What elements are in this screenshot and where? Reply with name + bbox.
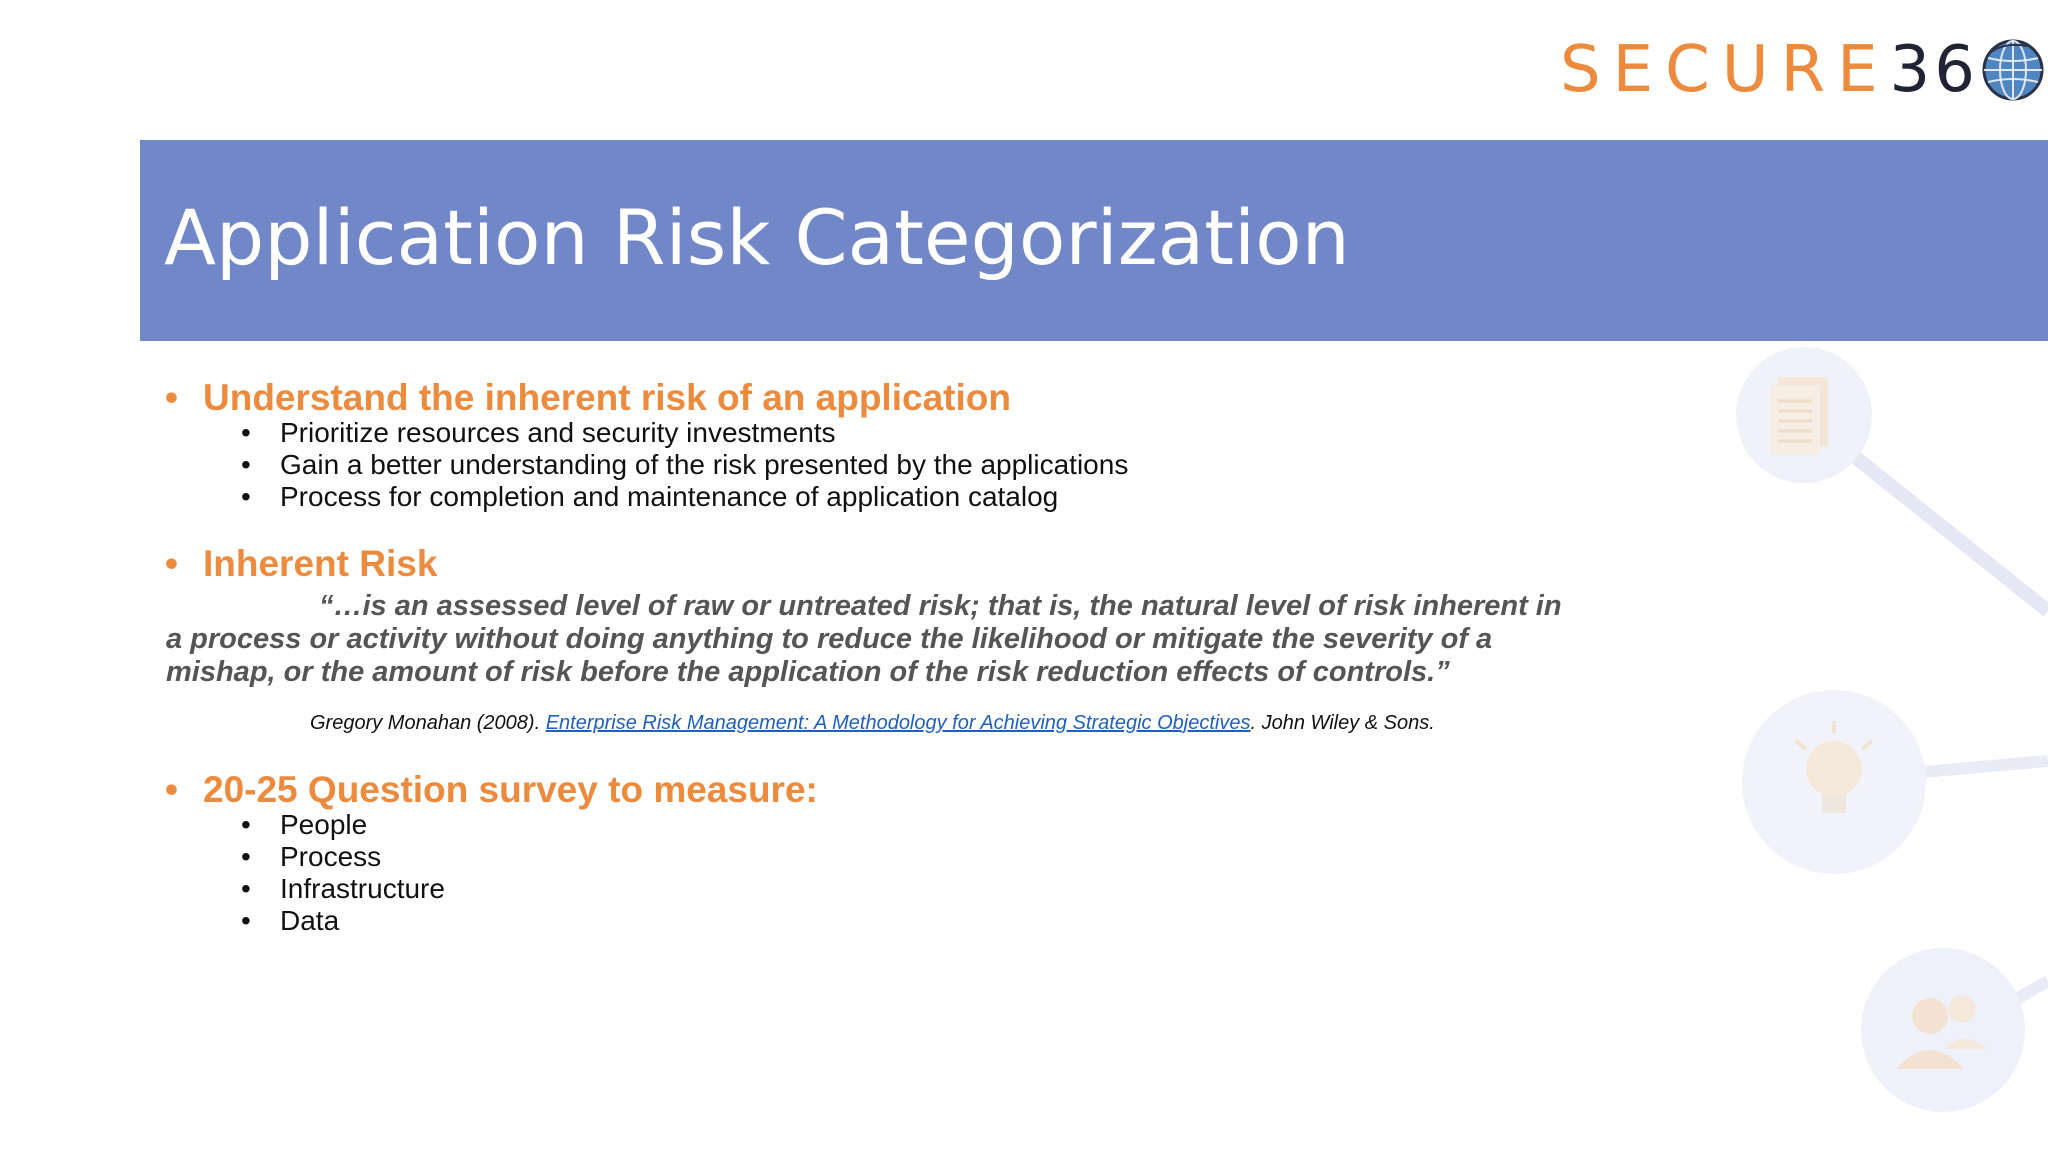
citation	[310, 712, 1435, 735]
list-item-text: Process for completion and maintenance of application catalog	[280, 481, 1059, 512]
document-icon	[1770, 377, 1828, 455]
section-heading-inherent-risk-of-application	[165, 377, 1011, 418]
bullet: •	[241, 481, 251, 512]
list-item	[241, 873, 445, 904]
slide-title: Application Risk Categorization	[164, 193, 1350, 282]
logo-text: SECURE	[1560, 33, 1890, 107]
citation-author: Gregory Monahan (2008).	[310, 712, 546, 734]
section-heading-inherent-risk	[165, 543, 438, 584]
bullet: •	[241, 449, 251, 480]
logo-number: 36	[1889, 33, 1979, 107]
bullet: •	[241, 417, 251, 448]
title-bar	[140, 140, 2048, 341]
list-item-text: Gain a better understanding of the risk presented by the applications	[280, 449, 1129, 480]
list-item-text: People	[280, 809, 368, 840]
list-item-text: Infrastructure	[280, 873, 445, 904]
list-item	[241, 809, 368, 840]
list-item	[241, 841, 382, 872]
bullet: •	[165, 377, 178, 418]
inherent-risk-quote: “…is an assessed level of raw or untreated risk; that is, the natural level of risk inherent in a process or activity without doing anything to reduce the likelihood or mitigate the severity of a mishap, or the amount of risk before the application of the risk reduction effects of controls.”	[166, 590, 1562, 688]
list-item	[241, 417, 836, 448]
bullet: •	[241, 873, 251, 904]
list-item-text: Prioritize resources and security investments	[280, 417, 836, 448]
bullet: •	[241, 841, 251, 872]
section-heading-text: Inherent Risk	[203, 543, 438, 584]
section-heading-question-survey	[165, 769, 818, 810]
section-heading-text: Understand the inherent risk of an application	[203, 377, 1011, 418]
secure360-logo	[1560, 30, 2045, 110]
bullet: •	[241, 809, 251, 840]
section-heading-text: 20-25 Question survey to measure:	[203, 769, 818, 810]
decorative-network-graphic	[1700, 341, 2048, 1152]
list-item-text: Data	[280, 905, 340, 936]
globe-icon	[1981, 38, 2045, 102]
list-item-text: Process	[280, 841, 382, 872]
bullet: •	[165, 769, 178, 810]
citation-publisher: . John Wiley & Sons.	[1250, 712, 1435, 734]
bullet: •	[241, 905, 251, 936]
list-item	[241, 905, 340, 936]
list-item	[241, 449, 1129, 480]
list-item	[241, 481, 1059, 512]
bullet: •	[165, 543, 178, 584]
citation-link[interactable]: Enterprise Risk Management: A Methodology for Achieving Strategic Objectives	[545, 712, 1251, 734]
